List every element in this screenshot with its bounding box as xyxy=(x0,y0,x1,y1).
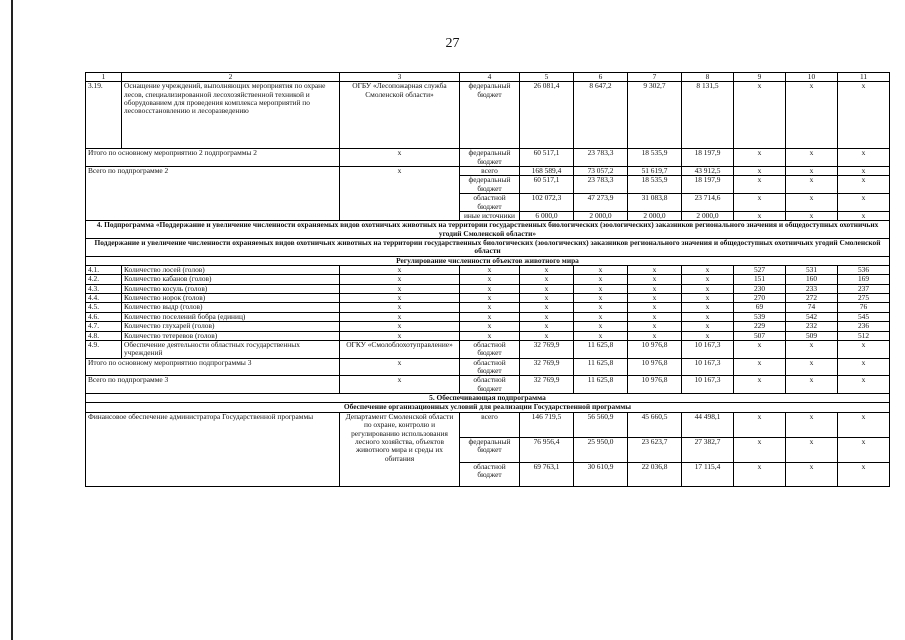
value-cell: 17 115,4 xyxy=(682,462,734,486)
value-cell: х xyxy=(734,358,786,376)
value-cell: 60 517,1 xyxy=(520,176,574,194)
value-cell: х xyxy=(786,376,838,394)
value-cell: х xyxy=(734,462,786,486)
total-row xyxy=(86,167,890,176)
indicator-name: Количество тетеревов (голов) xyxy=(122,331,340,340)
value-cell: 531 xyxy=(786,266,838,275)
value-cell: х xyxy=(628,275,682,284)
value-cell: 2 000,0 xyxy=(628,211,682,220)
value-cell: х xyxy=(460,275,520,284)
value-cell: 60 517,1 xyxy=(520,149,574,167)
section-task-row xyxy=(86,256,890,265)
value-cell: х xyxy=(574,303,628,312)
value-cell: х xyxy=(574,284,628,293)
value-cell: 18 535,9 xyxy=(628,176,682,194)
indicator-name: Количество выдр (голов) xyxy=(122,303,340,312)
value-cell: х xyxy=(838,376,890,394)
subprogram-task: Регулирование численности объектов животного мира xyxy=(86,256,890,265)
value-cell: 22 036,8 xyxy=(628,462,682,486)
value-cell: 23 714,6 xyxy=(682,194,734,212)
value-cell: 56 560,9 xyxy=(574,412,628,437)
value-cell: х xyxy=(340,312,460,321)
value-cell: х xyxy=(628,303,682,312)
value-cell: х xyxy=(734,340,786,358)
value-cell: 507 xyxy=(734,331,786,340)
value-cell: х xyxy=(574,312,628,321)
value-cell: 545 xyxy=(838,312,890,321)
value-cell: 73 057,2 xyxy=(574,167,628,176)
value-cell: х xyxy=(340,322,460,331)
value-cell: х xyxy=(786,211,838,220)
header-cell: 8 xyxy=(682,73,734,82)
value-cell: 32 769,9 xyxy=(520,340,574,358)
value-cell: 69 763,1 xyxy=(520,462,574,486)
value-cell: х xyxy=(520,331,574,340)
measure-name: Обеспечение деятельности областных государственных учреждений xyxy=(122,340,340,358)
value-cell: х xyxy=(786,176,838,194)
section-task-row xyxy=(86,403,890,412)
value-cell: х xyxy=(682,312,734,321)
indicator-name: Количество косуль (голов) xyxy=(122,284,340,293)
row-number: 4.9. xyxy=(86,340,122,358)
value-cell: х xyxy=(628,331,682,340)
value-cell: х xyxy=(574,294,628,303)
value-cell: х xyxy=(838,194,890,212)
value-cell: х xyxy=(460,266,520,275)
value-cell: х xyxy=(734,167,786,176)
value-cell: 32 769,9 xyxy=(520,376,574,394)
header-cell: 3 xyxy=(340,73,460,82)
value-cell: 10 976,8 xyxy=(628,376,682,394)
value-cell: 10 167,3 xyxy=(682,340,734,358)
funding-source: областной бюджет xyxy=(460,358,520,376)
value-cell: х xyxy=(786,358,838,376)
table-row xyxy=(86,284,890,293)
funding-source: иные источники xyxy=(460,211,520,220)
budget-table xyxy=(85,72,890,487)
value-cell: х xyxy=(340,303,460,312)
value-cell: х xyxy=(838,82,890,149)
value-cell: х xyxy=(682,266,734,275)
executor: х xyxy=(340,376,460,394)
header-cell: 2 xyxy=(122,73,340,82)
value-cell: 10 167,3 xyxy=(682,376,734,394)
row-number: 4.1. xyxy=(86,266,122,275)
value-cell: 25 950,0 xyxy=(574,437,628,462)
value-cell: х xyxy=(574,322,628,331)
value-cell: х xyxy=(734,376,786,394)
value-cell: х xyxy=(838,149,890,167)
value-cell: 539 xyxy=(734,312,786,321)
value-cell: х xyxy=(734,149,786,167)
value-cell: х xyxy=(734,211,786,220)
value-cell: 275 xyxy=(838,294,890,303)
value-cell: х xyxy=(460,322,520,331)
table-row xyxy=(86,331,890,340)
funding-source: областной бюджет xyxy=(460,194,520,212)
value-cell: х xyxy=(628,312,682,321)
subtotal-label: Итого по основному мероприятию подпрограммы 3 xyxy=(86,358,340,376)
subprogram-title: 4. Подпрограмма «Поддержание и увеличение численности охраняемых видов охотничьих животных на территории государственных биологических (зоологических) заказников регионального значения и общедоступных охотничьих угодий Смоленской области» xyxy=(86,221,890,239)
value-cell: х xyxy=(838,412,890,437)
subprogram-title: 5. Обеспечивающая подпрограмма xyxy=(86,394,890,403)
value-cell: х xyxy=(340,331,460,340)
value-cell: 23 783,3 xyxy=(574,176,628,194)
executor: х xyxy=(340,358,460,376)
value-cell: х xyxy=(520,275,574,284)
header-cell: 5 xyxy=(520,73,574,82)
section-title-row xyxy=(86,221,890,239)
executor: ОГБУ «Лесопожарная служба Смоленской области» xyxy=(340,82,460,149)
indicator-name: Количество лосей (голов) xyxy=(122,266,340,275)
value-cell: х xyxy=(460,331,520,340)
value-cell: х xyxy=(574,331,628,340)
value-cell: х xyxy=(340,266,460,275)
header-cell: 1 xyxy=(86,73,122,82)
value-cell: х xyxy=(682,331,734,340)
value-cell: 44 498,1 xyxy=(682,412,734,437)
indicator-name: Количество кабанов (голов) xyxy=(122,275,340,284)
value-cell: 76 xyxy=(838,303,890,312)
value-cell: 230 xyxy=(734,284,786,293)
value-cell: х xyxy=(734,194,786,212)
indicator-name: Количество поселений бобра (единиц) xyxy=(122,312,340,321)
value-cell: 18 197,9 xyxy=(682,149,734,167)
value-cell: х xyxy=(786,437,838,462)
value-cell: х xyxy=(628,266,682,275)
column-number-row xyxy=(86,73,890,82)
value-cell: х xyxy=(786,167,838,176)
measure-name: Оснащение учреждений, выполняющих мероприятия по охране лесов, специализированной лесохозяйственной техникой и оборудованием для проведения комплекса мероприятий по лесовосстановлению и лесоразведению xyxy=(122,82,340,149)
value-cell: х xyxy=(682,284,734,293)
table-row xyxy=(86,82,890,149)
value-cell: 74 xyxy=(786,303,838,312)
value-cell: 18 535,9 xyxy=(628,149,682,167)
header-cell: 4 xyxy=(460,73,520,82)
subprogram-goal: Поддержание и увеличение численности охраняемых видов охотничьих животных на территории государственных биологических (зоологических) заказников регионального значения и общедоступных охотничьих угодий Смоленской области xyxy=(86,238,890,256)
funding-source: всего xyxy=(460,167,520,176)
value-cell: 23 783,3 xyxy=(574,149,628,167)
value-cell: 168 589,4 xyxy=(520,167,574,176)
funding-source: федеральный бюджет xyxy=(460,82,520,149)
value-cell: 32 769,9 xyxy=(520,358,574,376)
header-cell: 10 xyxy=(786,73,838,82)
value-cell: 43 912,5 xyxy=(682,167,734,176)
value-cell: 11 625,8 xyxy=(574,358,628,376)
value-cell: 2 000,0 xyxy=(574,211,628,220)
value-cell: х xyxy=(786,82,838,149)
value-cell: 9 302,7 xyxy=(628,82,682,149)
value-cell: 11 625,8 xyxy=(574,376,628,394)
funding-source: всего xyxy=(460,412,520,437)
value-cell: х xyxy=(460,312,520,321)
value-cell: х xyxy=(838,167,890,176)
value-cell: х xyxy=(838,340,890,358)
table-row xyxy=(86,303,890,312)
value-cell: 27 382,7 xyxy=(682,437,734,462)
value-cell: 527 xyxy=(734,266,786,275)
value-cell: 8 647,2 xyxy=(574,82,628,149)
value-cell: х xyxy=(520,312,574,321)
value-cell: х xyxy=(838,358,890,376)
value-cell: 229 xyxy=(734,322,786,331)
funding-source: областной бюджет xyxy=(460,462,520,486)
value-cell: х xyxy=(340,294,460,303)
value-cell: 272 xyxy=(786,294,838,303)
value-cell: х xyxy=(520,266,574,275)
header-cell: 11 xyxy=(838,73,890,82)
value-cell: х xyxy=(460,303,520,312)
total-row xyxy=(86,412,890,437)
value-cell: х xyxy=(734,412,786,437)
value-cell: 18 197,9 xyxy=(682,176,734,194)
value-cell: 509 xyxy=(786,331,838,340)
value-cell: х xyxy=(734,82,786,149)
value-cell: х xyxy=(838,211,890,220)
value-cell: х xyxy=(734,437,786,462)
value-cell: х xyxy=(838,437,890,462)
value-cell: х xyxy=(838,462,890,486)
section-title-row xyxy=(86,394,890,403)
indicator-name: Количество норок (голов) xyxy=(122,294,340,303)
value-cell: х xyxy=(786,462,838,486)
subtotal-label: Итого по основному мероприятию 2 подпрограммы 2 xyxy=(86,149,340,167)
executor: х xyxy=(340,149,460,167)
value-cell: х xyxy=(838,176,890,194)
value-cell: х xyxy=(786,412,838,437)
value-cell: х xyxy=(682,275,734,284)
value-cell: 102 072,3 xyxy=(520,194,574,212)
row-number: 3.19. xyxy=(86,82,122,149)
value-cell: 160 xyxy=(786,275,838,284)
value-cell: 146 719,5 xyxy=(520,412,574,437)
funding-source: федеральный бюджет xyxy=(460,149,520,167)
value-cell: 10 976,8 xyxy=(628,358,682,376)
value-cell: 10 167,3 xyxy=(682,358,734,376)
value-cell: 169 xyxy=(838,275,890,284)
table-row xyxy=(86,275,890,284)
value-cell: х xyxy=(340,284,460,293)
value-cell: х xyxy=(734,176,786,194)
value-cell: 69 xyxy=(734,303,786,312)
indicator-name: Количество глухарей (голов) xyxy=(122,322,340,331)
value-cell: 31 083,8 xyxy=(628,194,682,212)
value-cell: 270 xyxy=(734,294,786,303)
scan-edge-line xyxy=(11,0,13,640)
value-cell: 76 956,4 xyxy=(520,437,574,462)
value-cell: 23 623,7 xyxy=(628,437,682,462)
value-cell: 233 xyxy=(786,284,838,293)
finance-label: Финансовое обеспечение администратора Государственной программы xyxy=(86,412,340,486)
value-cell: 237 xyxy=(838,284,890,293)
subtotal-row xyxy=(86,358,890,376)
row-number: 4.4. xyxy=(86,294,122,303)
executor: Департамент Смоленской области по охране, контролю и регулированию использования лесного хозяйства, объектов животного мира и среды их обитания xyxy=(340,412,460,486)
value-cell: 8 131,5 xyxy=(682,82,734,149)
row-number: 4.5. xyxy=(86,303,122,312)
value-cell: 10 976,8 xyxy=(628,340,682,358)
value-cell: 536 xyxy=(838,266,890,275)
value-cell: 45 660,5 xyxy=(628,412,682,437)
row-number: 4.6. xyxy=(86,312,122,321)
value-cell: х xyxy=(520,284,574,293)
value-cell: х xyxy=(574,266,628,275)
header-cell: 7 xyxy=(628,73,682,82)
value-cell: х xyxy=(682,322,734,331)
executor: ОГКУ «Смолоблохотуправление» xyxy=(340,340,460,358)
row-number: 4.3. xyxy=(86,284,122,293)
value-cell: х xyxy=(460,284,520,293)
table-row xyxy=(86,322,890,331)
value-cell: 542 xyxy=(786,312,838,321)
funding-source: федеральный бюджет xyxy=(460,437,520,462)
value-cell: 30 610,9 xyxy=(574,462,628,486)
value-cell: х xyxy=(628,294,682,303)
value-cell: х xyxy=(520,322,574,331)
funding-source: федеральный бюджет xyxy=(460,176,520,194)
value-cell: х xyxy=(340,275,460,284)
total-label: Всего по подпрограмме 2 xyxy=(86,167,340,221)
value-cell: 151 xyxy=(734,275,786,284)
value-cell: 236 xyxy=(838,322,890,331)
value-cell: х xyxy=(786,340,838,358)
value-cell: х xyxy=(520,294,574,303)
value-cell: х xyxy=(682,294,734,303)
subtotal-row xyxy=(86,149,890,167)
funding-source: областной бюджет xyxy=(460,376,520,394)
row-number: 4.7. xyxy=(86,322,122,331)
value-cell: х xyxy=(786,149,838,167)
value-cell: 6 000,0 xyxy=(520,211,574,220)
total-label: Всего по подпрограмме 3 xyxy=(86,376,340,394)
row-number: 4.2. xyxy=(86,275,122,284)
table-row xyxy=(86,294,890,303)
value-cell: х xyxy=(460,294,520,303)
executor: х xyxy=(340,167,460,221)
funding-source: областной бюджет xyxy=(460,340,520,358)
row-number: 4.8. xyxy=(86,331,122,340)
value-cell: х xyxy=(682,303,734,312)
header-cell: 9 xyxy=(734,73,786,82)
value-cell: 26 081,4 xyxy=(520,82,574,149)
value-cell: 11 625,8 xyxy=(574,340,628,358)
value-cell: х xyxy=(628,322,682,331)
value-cell: 2 000,0 xyxy=(682,211,734,220)
value-cell: 51 619,7 xyxy=(628,167,682,176)
value-cell: х xyxy=(574,275,628,284)
value-cell: х xyxy=(628,284,682,293)
value-cell: х xyxy=(520,303,574,312)
table-row xyxy=(86,312,890,321)
table-row xyxy=(86,340,890,358)
page-number: 27 xyxy=(445,36,460,51)
value-cell: 512 xyxy=(838,331,890,340)
total-row xyxy=(86,376,890,394)
value-cell: 47 273,9 xyxy=(574,194,628,212)
section-goal-row xyxy=(86,238,890,256)
value-cell: 232 xyxy=(786,322,838,331)
header-cell: 6 xyxy=(574,73,628,82)
table-row xyxy=(86,266,890,275)
value-cell: х xyxy=(786,194,838,212)
subprogram-task: Обеспечение организационных условий для реализации Государственной программы xyxy=(86,403,890,412)
